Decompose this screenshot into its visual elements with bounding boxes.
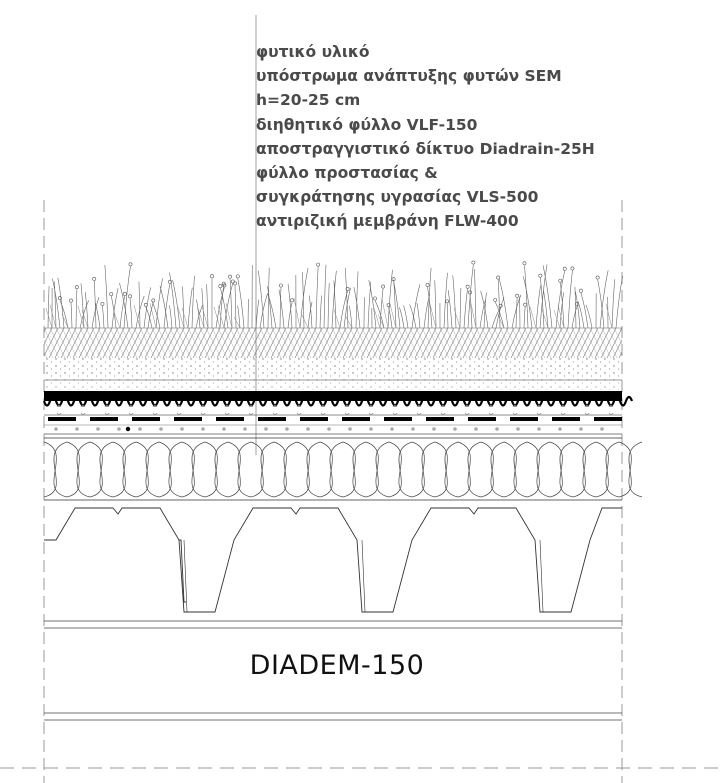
label-protection-1: φύλλο προστασίας & — [256, 164, 438, 183]
label-substrate-height: h=20-25 cm — [256, 91, 361, 110]
label-drainage: αποστραγγιστικό δίκτυο Diadrain-25H — [256, 139, 595, 158]
drawing-title: DIADEM-150 — [249, 650, 425, 681]
filter-sheet-layer — [44, 380, 622, 390]
gravel-layer — [44, 358, 622, 380]
protection-layer — [44, 405, 622, 415]
plant-layer — [46, 261, 623, 328]
membrane-dots — [54, 427, 604, 431]
label-substrate: υπόστρωμα ανάπτυξης φυτών SEM — [256, 67, 562, 86]
steel-deck-profile — [44, 508, 622, 612]
substrate-layer — [44, 328, 622, 358]
label-protection-2: συγκράτησης υγρασίας VLS-500 — [256, 188, 539, 207]
label-plants: φυτικό υλικό — [256, 43, 370, 61]
insulation-layer — [44, 442, 642, 497]
layer-labels — [256, 40, 595, 234]
label-membrane: αντιριζική μεμβράνη FLW-400 — [256, 212, 519, 231]
label-filter-sheet: διηθητικό φύλλο VLF-150 — [256, 115, 478, 134]
membrane-layer — [48, 417, 622, 421]
